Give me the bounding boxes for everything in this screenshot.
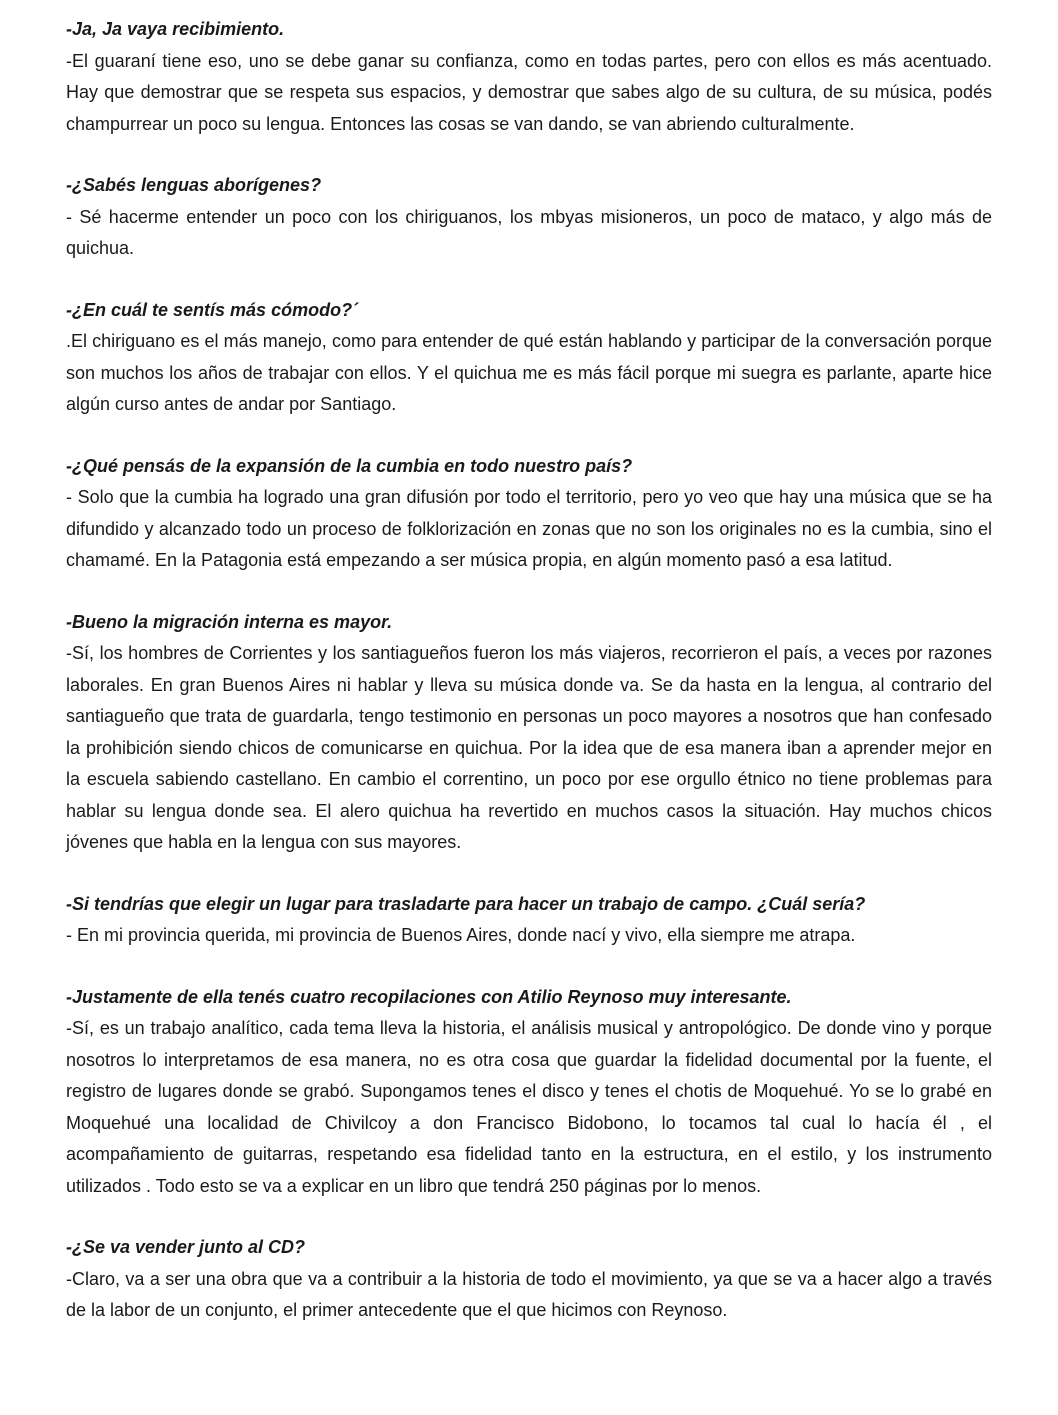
- qa-block-6: [66, 889, 992, 952]
- qa-block-7: [66, 982, 992, 1203]
- interview-answer: - Sé hacerme entender un poco con los chiriguanos, los mbyas misioneros, un poco de mataco, y algo más de quichua.: [66, 206, 992, 258]
- interview-answer: - Solo que la cumbia ha logrado una gran difusión por todo el territorio, pero yo veo que hay una música que se ha difundido y alcanzado todo un proceso de folklorización en zonas que no son los originales no es la cumbia, sino el chamamé. En la Patagonia está empezando a ser música propia, en algún momento pasó a esa latitud.: [66, 487, 992, 570]
- interview-question: -¿Se va vender junto al CD?: [66, 1237, 306, 1257]
- interview-answer: -Sí, es un trabajo analítico, cada tema lleva la historia, el análisis musical y antropológico. De donde vino y porque nosotros lo interpretamos de esa manera, no es otra cosa que guardar la fidelidad documental por la fuente, el registro de lugares donde se grabó. Supongamos tenes el disco y tenes el chotis de Moquehué. Yo se lo grabé en Moquehué una localidad de Chivilcoy a don Francisco Bidobono, lo tocamos tal cual lo hacía él , el acompañamiento de guitarras, respetando esa fidelidad tanto en la estructura, en el estilo, y los instrumento utilizados . Todo esto se va a explicar en un libro que tendrá 250 páginas por lo menos.: [66, 1018, 992, 1196]
- interview-answer: -El guaraní tiene eso, uno se debe ganar su confianza, como en todas partes, pero con ellos es más acentuado. Hay que demostrar que se respeta sus espacios, y demostrar que sabes algo de su cultura, de su música, podés champurrear un poco su lengua. Entonces las cosas se van dando, se van abriendo culturalmente.: [66, 50, 992, 134]
- interview-question: -¿Qué pensás de la expansión de la cumbia en todo nuestro país?: [66, 455, 633, 476]
- qa-block-1: [66, 14, 992, 140]
- interview-answer: .El chiriguano es el más manejo, como para entender de qué están hablando y participar de la conversación porque son muchos los años de trabajar con ellos. Y el quichua me es más fácil porque mi suegra es parlante, aparte hice algún curso antes de andar por Santiago.: [66, 331, 992, 414]
- interview-question: -Justamente de ella tenés cuatro recopilaciones con Atilio Reynoso muy interesante.: [66, 986, 792, 1007]
- interview-answer: -Claro, va a ser una obra que va a contribuir a la historia de todo el movimiento, ya que se va a hacer algo a través de la labor de un conjunto, el primer antecedente que el que hicimos con Reynoso.: [66, 1268, 992, 1320]
- qa-block-2: [66, 170, 992, 265]
- interview-question: -Ja, Ja vaya recibimiento.: [66, 19, 285, 39]
- qa-block-5: [66, 607, 992, 859]
- interview-answer: -Sí, los hombres de Corrientes y los santiagueños fueron los más viajeros, recorrieron el país, a veces por razones laborales. En gran Buenos Aires ni hablar y lleva su música donde va. Se da hasta en la lengua, al contrario del santiagueño que trata de guardarla, tengo testimonio en personas un poco mayores a nosotros que han confesado la prohibición siendo chicos de comunicarse en quichua. Por la idea que de esa manera iban a aprender mejor en la escuela sabiendo castellano. En cambio el correntino, un poco por ese orgullo étnico no tiene problemas para hablar su lengua donde sea. El alero quichua ha revertido en muchos casos la situación. Hay muchos chicos jóvenes que habla en la lengua con sus mayores.: [66, 643, 992, 852]
- qa-block-3: [66, 295, 992, 421]
- interview-question: -¿Sabés lenguas aborígenes?: [66, 175, 322, 195]
- qa-block-8: [66, 1232, 992, 1327]
- interview-question: -Si tendrías que elegir un lugar para trasladarte para hacer un trabajo de campo. ¿Cuál sería?: [66, 893, 866, 914]
- interview-answer: - En mi provincia querida, mi provincia de Buenos Aires, donde nací y vivo, ella siempre me atrapa.: [66, 925, 856, 945]
- qa-block-4: [66, 451, 992, 577]
- interview-question: -Bueno la migración interna es mayor.: [66, 611, 393, 632]
- interview-question: -¿En cuál te sentís más cómodo?´: [66, 299, 359, 320]
